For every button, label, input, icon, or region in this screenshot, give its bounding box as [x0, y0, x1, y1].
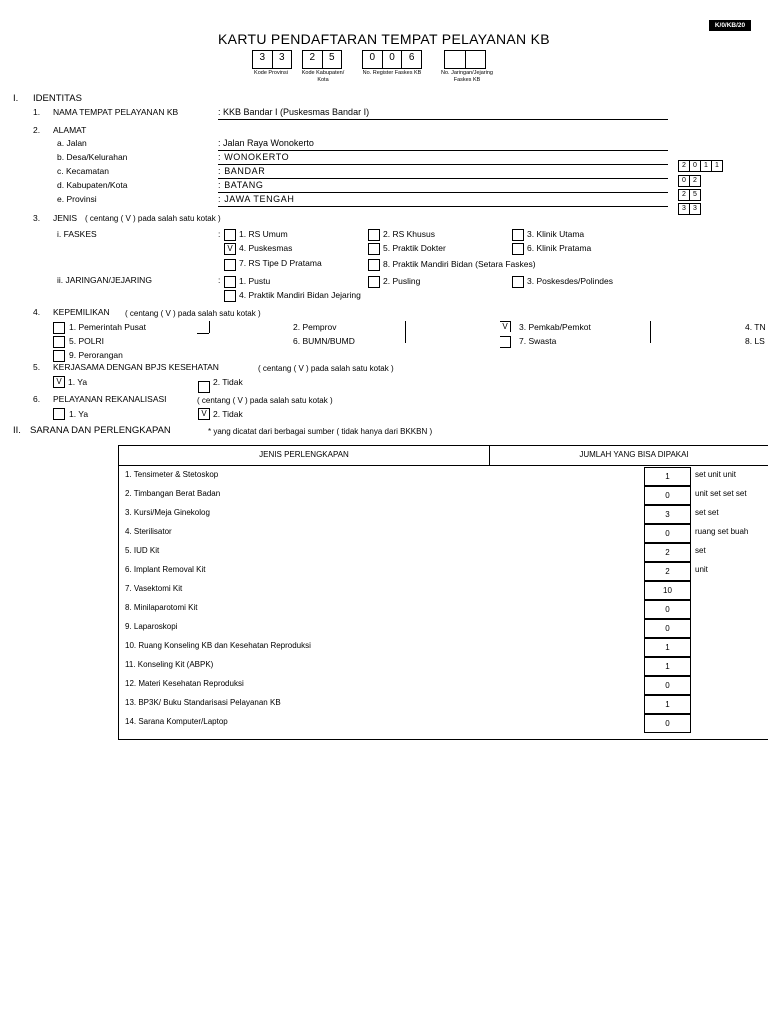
section-2-title: SARANA DAN PERLENGKAPAN [30, 425, 171, 436]
equipment-qty-cell[interactable]: 0 [644, 714, 691, 733]
jaringan-option-label: 2. Pusling [383, 276, 421, 286]
code-digit: 1 [711, 161, 722, 171]
kode-kabupaten-caption: Kode Kabupaten/ Kota [301, 70, 345, 83]
equipment-name: 7. Vasektomi Kit [125, 584, 183, 593]
kode-provinsi-caption: Kode Provinsi [254, 70, 288, 76]
jaringan-pmb-checkbox[interactable] [224, 290, 236, 302]
jaringan-pusling-checkbox[interactable] [368, 276, 380, 288]
section-1-number: I. [13, 93, 19, 104]
bpjs-tidak-checkbox[interactable] [198, 381, 210, 393]
bpjs-ya-label: 1. Ya [68, 377, 88, 387]
jaringan-colon: : [218, 275, 221, 285]
kepemilikan-perorangan-checkbox[interactable] [53, 350, 65, 362]
code-digit: 0 [689, 161, 700, 171]
faskes-label: i. FASKES [57, 229, 97, 239]
rekanalisasi-ya-label: 1. Ya [69, 409, 89, 419]
equipment-qty-cell[interactable]: 2 [644, 562, 691, 581]
alamat-label: ALAMAT [53, 125, 87, 135]
kode-provinsi-digit: 3 [272, 51, 292, 68]
equipment-qty-cell[interactable]: 1 [644, 467, 691, 486]
provinsi-underline [218, 206, 668, 207]
equipment-qty-cell[interactable]: 10 [644, 581, 691, 600]
form-code-badge: K/0/KB/20 [709, 20, 751, 31]
kepemilikan-option-label: 5. POLRI [69, 336, 104, 346]
bpjs-number: 5. [33, 362, 41, 372]
bpjs-hint: ( centang ( V ) pada salah satu kotak ) [258, 364, 394, 373]
provinsi-code-grid-2[interactable] [678, 203, 701, 215]
kepemilikan-label: KEPEMILIKAN [53, 307, 110, 317]
faskes-rs-umum-checkbox[interactable] [224, 229, 236, 241]
desa-underline [218, 164, 668, 165]
bpjs-ya-checkbox[interactable]: V [53, 376, 65, 388]
bpjs-tidak-label: 2. Tidak [213, 377, 243, 387]
faskes-option-label: 5. Praktik Dokter [383, 243, 446, 253]
equipment-name: 9. Laparoskopi [125, 622, 178, 631]
equipment-name: 8. Minilaparotomi Kit [125, 603, 198, 612]
rekanalisasi-number: 6. [33, 394, 41, 404]
kepemilikan-pusat-checkbox[interactable] [53, 322, 65, 334]
rekanalisasi-ya-checkbox[interactable] [53, 408, 65, 420]
equipment-qty-cell[interactable]: 0 [644, 619, 691, 638]
equipment-unit: set [695, 546, 706, 555]
equipment-name: 4. Sterilisator [125, 527, 172, 536]
table-header-jenis: JENIS PERLENGKAPAN [259, 450, 349, 459]
faskes-option-label: 7. RS Tipe D Pratama [239, 258, 322, 268]
kabupaten-code-grid[interactable] [678, 175, 701, 187]
page-title: KARTU PENDAFTARAN TEMPAT PELAYANAN KB [218, 31, 550, 47]
rekanalisasi-hint: ( centang ( V ) pada salah satu kotak ) [197, 396, 333, 405]
faskes-pmb-checkbox[interactable] [368, 259, 380, 271]
jenis-label: JENIS [53, 213, 78, 223]
equipment-unit: ruang set buah [695, 527, 749, 536]
kepemilikan-option-label: 9. Perorangan [69, 350, 123, 360]
kepemilikan-hint: ( centang ( V ) pada salah satu kotak ) [125, 309, 261, 318]
faskes-option-label: 3. Klinik Utama [527, 229, 585, 239]
equipment-qty-cell[interactable]: 0 [644, 676, 691, 695]
jenis-hint: ( centang ( V ) pada salah satu kotak ) [85, 214, 221, 223]
equipment-qty-cell[interactable]: 2 [644, 543, 691, 562]
kepemilikan-option-label: 4. TN [745, 322, 766, 332]
faskes-option-label: 6. Klinik Pratama [527, 243, 592, 253]
code-digit: 2 [689, 176, 700, 186]
no-register-box[interactable] [362, 50, 422, 69]
nama-number: 1. [33, 107, 41, 117]
code-digit: 1 [700, 161, 711, 171]
equipment-name: 12. Materi Kesehatan Reproduksi [125, 679, 244, 688]
equipment-name: 2. Timbangan Berat Badan [125, 489, 221, 498]
table-header-jumlah: JUMLAH YANG BISA DIPAKAI [579, 450, 689, 459]
faskes-rs-tipe-d-checkbox[interactable] [224, 259, 236, 271]
equipment-unit: unit [695, 565, 708, 574]
no-register-digit: 0 [369, 52, 376, 63]
jaringan-option-label: 1. Pustu [239, 276, 271, 286]
desa-value[interactable]: : WONOKERTO [218, 152, 290, 162]
provinsi-label: e. Provinsi [57, 194, 97, 204]
equipment-qty-cell[interactable]: 0 [644, 600, 691, 619]
provinsi-code-grid-1[interactable] [678, 189, 701, 201]
kode-kabupaten-digit: 2 [309, 52, 316, 63]
nama-underline [218, 119, 668, 120]
code-digit: 3 [689, 204, 700, 214]
equipment-name: 3. Kursi/Meja Ginekolog [125, 508, 210, 517]
section-2-number: II. [13, 425, 21, 436]
equipment-name: 1. Tensimeter & Stetoskop [125, 470, 219, 479]
equipment-table [118, 445, 768, 740]
rekanalisasi-tidak-label: 2. Tidak [213, 409, 243, 419]
faskes-option-label: 4. Puskesmas [239, 243, 293, 253]
kepemilikan-option-label: 2. Pemprov [293, 322, 337, 332]
code-digit: 2 [682, 191, 686, 198]
faskes-rs-khusus-checkbox[interactable] [368, 229, 380, 241]
jenis-number: 3. [33, 213, 41, 223]
divider [650, 321, 651, 343]
jaringan-pustu-checkbox[interactable] [224, 276, 236, 288]
kepemilikan-number: 4. [33, 307, 41, 317]
kabupaten-value[interactable]: : BATANG [218, 180, 264, 190]
kode-provinsi-digit: 3 [259, 52, 266, 63]
jaringan-option-label: 4. Praktik Mandiri Bidan Jejaring [239, 290, 361, 300]
kecamatan-label: c. Kecamatan [57, 166, 109, 176]
jalan-value[interactable]: : Jalan Raya Wonokerto [218, 138, 314, 148]
equipment-qty-cell[interactable]: 1 [644, 657, 691, 676]
kecamatan-code-grid[interactable] [678, 160, 723, 172]
faskes-praktik-dokter-checkbox[interactable] [368, 243, 380, 255]
kepemilikan-option-label: 7. Swasta [519, 336, 557, 346]
kabupaten-label: d. Kabupaten/Kota [57, 180, 128, 190]
equipment-name: 5. IUD Kit [125, 546, 160, 555]
table-header-divider [119, 465, 768, 466]
nama-label: NAMA TEMPAT PELAYANAN KB [53, 107, 179, 117]
divider [405, 321, 406, 343]
faskes-option-label: 2. RS Khusus [383, 229, 435, 239]
no-register-digit: 6 [401, 51, 421, 68]
section-2-note: * yang dicatat dari berbagai sumber ( tidak hanya dari BKKBN ) [208, 427, 433, 436]
jaringan-label: ii. JARINGAN/JEJARING [57, 275, 152, 285]
code-digit: 2 [682, 162, 686, 169]
faskes-puskesmas-checkbox[interactable]: V [224, 243, 236, 255]
bpjs-label: KERJASAMA DENGAN BPJS KESEHATAN [53, 362, 219, 372]
rekanalisasi-label: PELAYANAN REKANALISASI [53, 394, 167, 404]
equipment-name: 13. BP3K/ Buku Standarisasi Pelayanan KB [125, 698, 281, 707]
equipment-name: 11. Konseling Kit (ABPK) [125, 660, 214, 669]
equipment-qty-cell[interactable]: 1 [644, 695, 691, 714]
kepemilikan-option-label: 6. BUMN/BUMD [293, 336, 355, 346]
nama-value[interactable]: : KKB Bandar I (Puskesmas Bandar I) [218, 107, 370, 117]
jaringan-option-label: 3. Poskesdes/Polindes [527, 276, 613, 286]
divider [197, 333, 209, 334]
equipment-qty-cell[interactable]: 0 [644, 524, 691, 543]
code-digit: 5 [689, 190, 700, 200]
kepemilikan-pemkab-checkbox[interactable]: V [500, 321, 511, 332]
equipment-unit: set unit unit [695, 470, 736, 479]
equipment-qty-cell[interactable]: 1 [644, 638, 691, 657]
kepemilikan-polri-checkbox[interactable] [53, 336, 65, 348]
rekanalisasi-tidak-checkbox[interactable]: V [198, 408, 210, 420]
jalan-label: a. Jalan [57, 138, 87, 148]
kode-provinsi-box[interactable] [252, 50, 292, 69]
kepemilikan-option-label: 3. Pemkab/Pemkot [519, 322, 591, 332]
no-jaringan-caption: No. Jaringan/Jejaring Faskes KB [441, 70, 493, 83]
kepemilikan-swasta-checkbox[interactable] [500, 336, 511, 348]
equipment-name: 10. Ruang Konseling KB dan Kesehatan Reproduksi [125, 641, 311, 650]
jalan-underline [218, 150, 668, 151]
equipment-unit: set set [695, 508, 719, 517]
kabupaten-underline [218, 192, 668, 193]
provinsi-value[interactable]: : JAWA TENGAH [218, 194, 295, 204]
kode-kabupaten-box[interactable] [302, 50, 342, 69]
no-jaringan-box[interactable] [444, 50, 486, 69]
faskes-klinik-utama-checkbox[interactable] [512, 229, 524, 241]
no-jaringan-digit [465, 51, 486, 68]
kode-kabupaten-digit: 5 [322, 51, 342, 68]
code-digit: 3 [682, 205, 686, 212]
kecamatan-value[interactable]: : BANDAR [218, 166, 266, 176]
code-digit: 0 [682, 177, 686, 184]
faskes-colon: : [218, 229, 221, 239]
kecamatan-underline [218, 178, 668, 179]
equipment-qty-cell[interactable]: 0 [644, 486, 691, 505]
divider [209, 321, 210, 333]
equipment-unit: unit set set set [695, 489, 747, 498]
faskes-klinik-pratama-checkbox[interactable] [512, 243, 524, 255]
desa-label: b. Desa/Kelurahan [57, 152, 128, 162]
alamat-number: 2. [33, 125, 41, 135]
faskes-option-label: 8. Praktik Mandiri Bidan (Setara Faskes) [383, 259, 536, 269]
equipment-name: 6. Implant Removal Kit [125, 565, 206, 574]
faskes-option-label: 1. RS Umum [239, 229, 288, 239]
kepemilikan-option-label: 8. LS [745, 336, 765, 346]
section-1-title: IDENTITAS [33, 93, 82, 104]
no-register-caption: No. Register Faskes KB [362, 70, 422, 76]
no-jaringan-digit [445, 51, 465, 68]
equipment-name: 14. Sarana Komputer/Laptop [125, 717, 228, 726]
equipment-qty-cell[interactable]: 3 [644, 505, 691, 524]
kepemilikan-option-label: 1. Pemerintah Pusat [69, 322, 147, 332]
no-register-digit: 0 [382, 51, 402, 68]
jaringan-poskesdes-checkbox[interactable] [512, 276, 524, 288]
